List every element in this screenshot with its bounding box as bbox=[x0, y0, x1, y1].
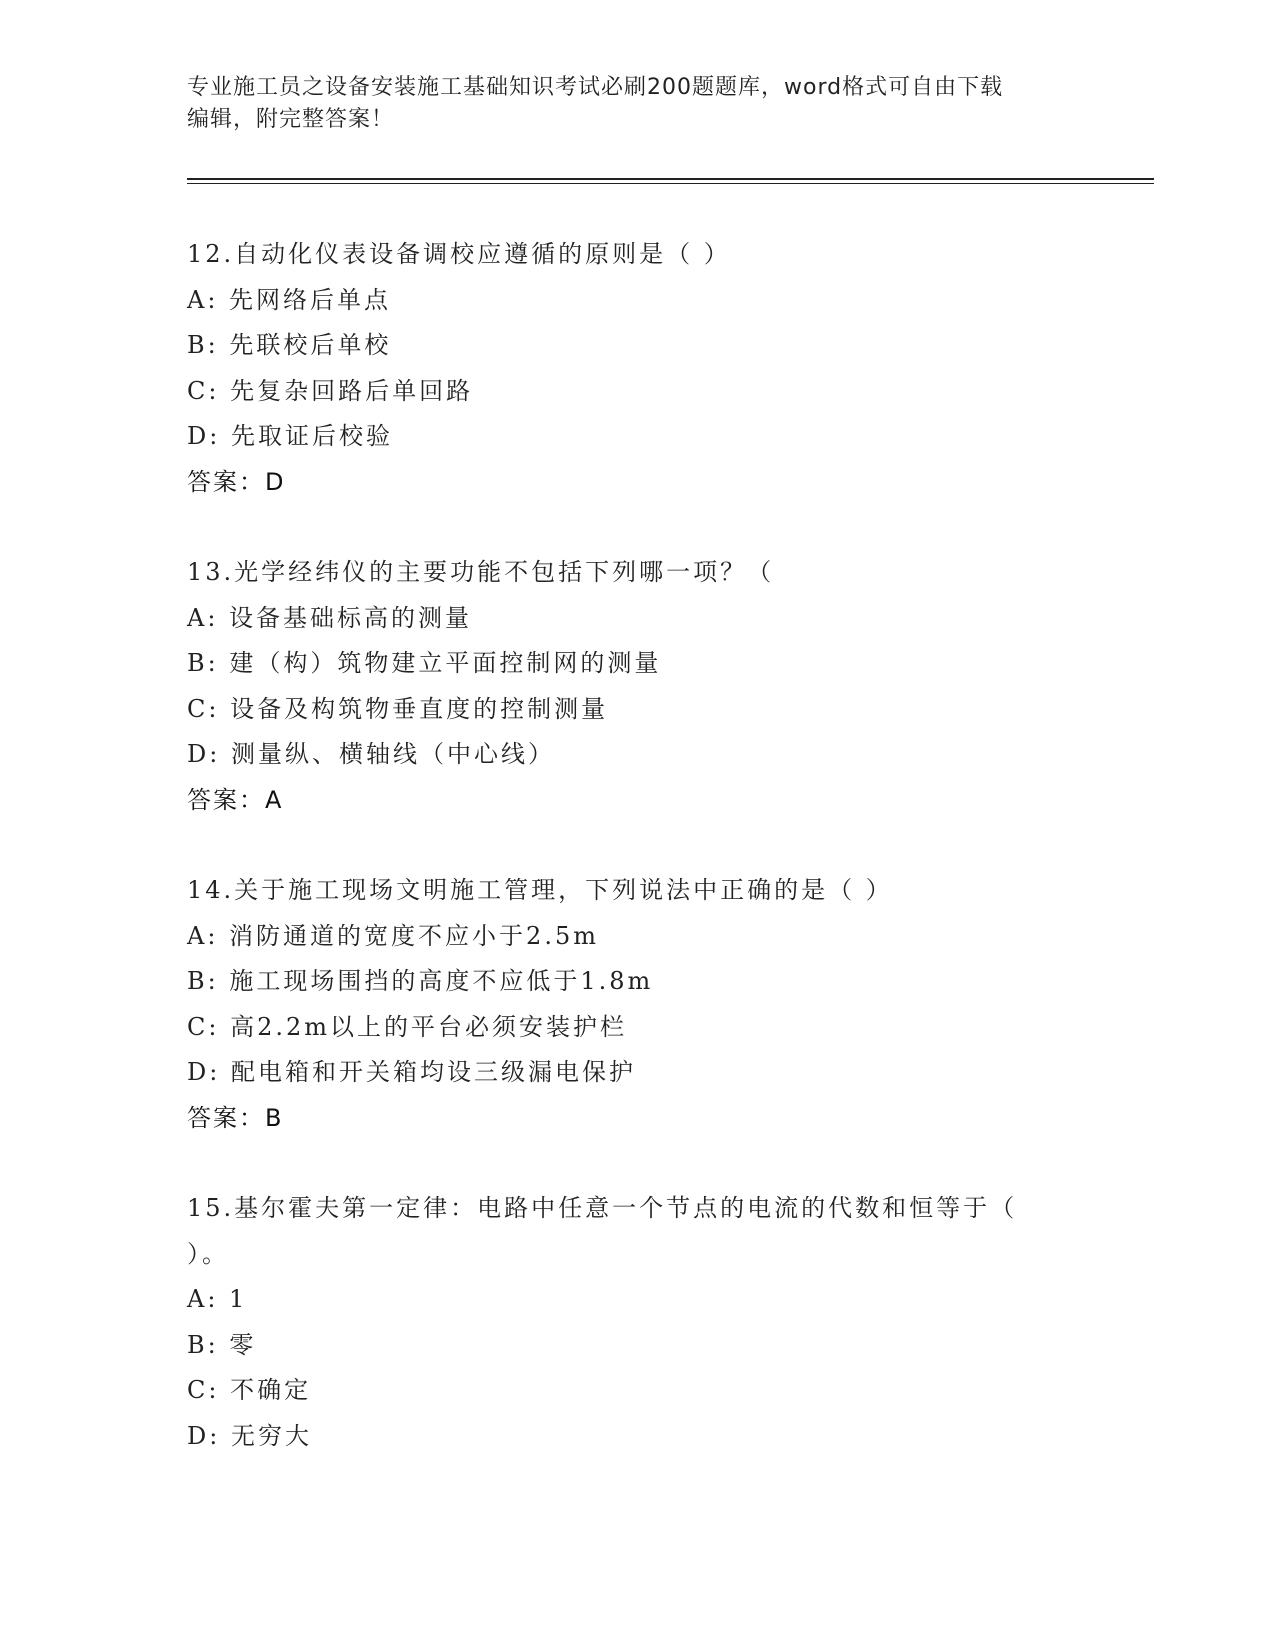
question-list bbox=[187, 232, 1087, 1459]
option-b: B: 施工现场围挡的高度不应低于1.8m bbox=[187, 967, 654, 995]
option-a: A: 消防通道的宽度不应小于2.5m bbox=[187, 921, 599, 950]
question-13 bbox=[187, 550, 1087, 823]
option-c: C: 不确定 bbox=[187, 1376, 312, 1404]
answer: 答案：D bbox=[187, 467, 286, 496]
question-stem: 12.自动化仪表设备调校应遵循的原则是（ ） bbox=[187, 240, 731, 268]
option-b: B: 建（构）筑物建立平面控制网的测量 bbox=[187, 649, 662, 677]
option-d: D: 无穷大 bbox=[187, 1421, 312, 1450]
question-12 bbox=[187, 232, 1087, 505]
option-a: A: 设备基础标高的测量 bbox=[187, 603, 473, 632]
option-c: C: 设备及构筑物垂直度的控制测量 bbox=[187, 694, 609, 723]
option-d: D: 配电箱和开关箱均设三级漏电保护 bbox=[187, 1058, 636, 1086]
option-b: B: 零 bbox=[187, 1330, 257, 1359]
question-stem: 13.光学经纬仪的主要功能不包括下列哪一项？（ bbox=[187, 558, 775, 586]
option-b: B: 先联校后单校 bbox=[187, 331, 392, 359]
option-d: D: 先取证后校验 bbox=[187, 422, 393, 450]
answer: 答案：B bbox=[187, 1103, 284, 1132]
header-line-1: 专业施工员之设备安装施工基础知识考试必刷200题题库，word格式可自由下载 bbox=[187, 75, 1004, 100]
document-header bbox=[187, 72, 1067, 136]
option-a: A: 1 bbox=[187, 1285, 248, 1313]
question-15 bbox=[187, 1186, 1087, 1459]
question-stem: 15.基尔霍夫第一定律：电路中任意一个节点的电流的代数和恒等于（ bbox=[187, 1194, 1018, 1222]
option-d: D: 测量纵、横轴线（中心线） bbox=[187, 740, 555, 768]
question-14 bbox=[187, 868, 1087, 1141]
header-line-2: 编辑，附完整答案！ bbox=[187, 107, 395, 132]
answer: 答案：A bbox=[187, 785, 284, 814]
question-stem: 14.关于施工现场文明施工管理，下列说法中正确的是（ ） bbox=[187, 876, 893, 904]
option-c: C: 高2.2m以上的平台必须安装护栏 bbox=[187, 1012, 628, 1041]
header-divider bbox=[187, 178, 1154, 184]
question-stem-continuation: ）。 bbox=[187, 1239, 229, 1268]
option-a: A: 先网络后单点 bbox=[187, 285, 392, 314]
option-c: C: 先复杂回路后单回路 bbox=[187, 376, 474, 405]
